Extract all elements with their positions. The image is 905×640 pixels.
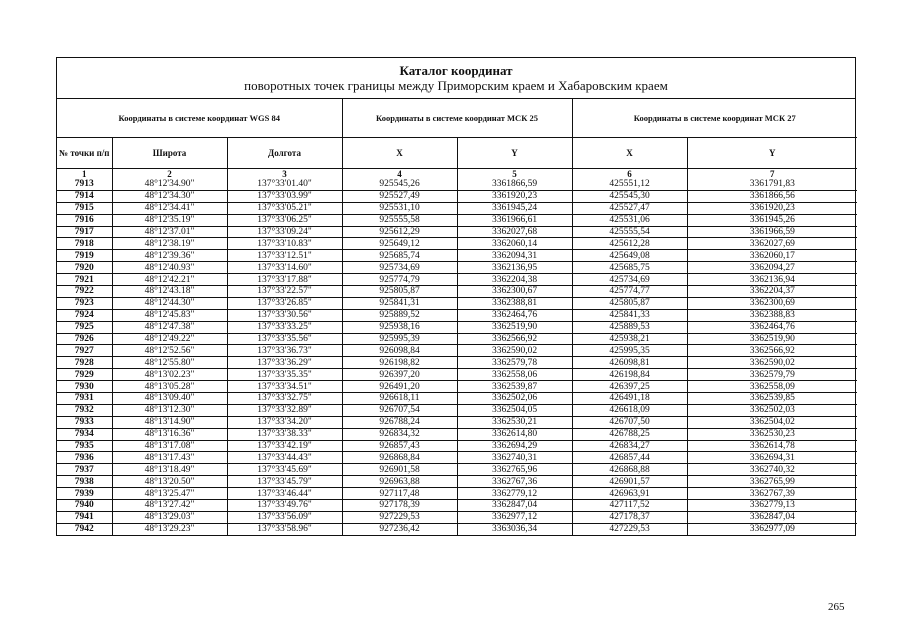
cell-latitude: 48°12'34.30" (112, 190, 227, 202)
table-row (57, 297, 857, 309)
cell-longitude: 137°33'36.29" (227, 357, 342, 369)
cell-y-msk25: 3362388,81 (457, 297, 572, 309)
cell-x-msk27: 425889,53 (572, 321, 687, 333)
table-row (57, 404, 857, 416)
cell-x-msk27: 426707,50 (572, 416, 687, 428)
col-number: 5 (457, 169, 572, 180)
table-row (57, 214, 857, 226)
cell-y-msk25: 3362204,38 (457, 274, 572, 286)
cell-latitude: 48°13'02.23" (112, 369, 227, 381)
cell-y-msk27: 3362388,83 (687, 309, 857, 321)
cell-latitude: 48°12'55.80" (112, 357, 227, 369)
cell-point-number: 7914 (57, 190, 112, 202)
cell-y-msk27: 3362464,76 (687, 321, 857, 333)
cell-x-msk27: 425612,28 (572, 238, 687, 250)
cell-longitude: 137°33'10.83" (227, 238, 342, 250)
cell-x-msk25: 925774,79 (342, 274, 457, 286)
table-row (57, 238, 857, 250)
cell-longitude: 137°33'34.51" (227, 381, 342, 393)
cell-latitude: 48°12'52.56" (112, 345, 227, 357)
cell-latitude: 48°13'20.50" (112, 476, 227, 488)
table-row (57, 381, 857, 393)
cell-latitude: 48°12'39.36" (112, 250, 227, 262)
cell-longitude: 137°33'38.33" (227, 428, 342, 440)
table-row (57, 464, 857, 476)
cell-x-msk25: 925685,74 (342, 250, 457, 262)
cell-point-number: 7937 (57, 464, 112, 476)
cell-latitude: 48°12'34.90" (112, 179, 227, 190)
cell-point-number: 7926 (57, 333, 112, 345)
group-msk25: Координаты в системе координат МСК 25 (342, 99, 572, 138)
table-row (57, 321, 857, 333)
cell-y-msk27: 3362847,04 (687, 511, 857, 523)
cell-x-msk27: 426397,25 (572, 381, 687, 393)
table-row (57, 416, 857, 428)
cell-y-msk27: 3362566,92 (687, 345, 857, 357)
cell-longitude: 137°33'33.25" (227, 321, 342, 333)
cell-y-msk27: 3362504,02 (687, 416, 857, 428)
cell-longitude: 137°33'36.73" (227, 345, 342, 357)
cell-latitude: 48°13'14.90" (112, 416, 227, 428)
cell-longitude: 137°33'06.25" (227, 214, 342, 226)
cell-point-number: 7941 (57, 511, 112, 523)
cell-longitude: 137°33'26.85" (227, 297, 342, 309)
cell-point-number: 7940 (57, 500, 112, 512)
cell-y-msk27: 3362519,90 (687, 333, 857, 345)
table-row (57, 309, 857, 321)
cell-x-msk27: 425734,69 (572, 274, 687, 286)
table-row (57, 452, 857, 464)
cell-x-msk27: 425527,47 (572, 202, 687, 214)
cell-y-msk25: 3362530,21 (457, 416, 572, 428)
cell-y-msk25: 3362847,04 (457, 500, 572, 512)
cell-y-msk25: 3362779,12 (457, 488, 572, 500)
cell-x-msk27: 426618,09 (572, 404, 687, 416)
cell-point-number: 7921 (57, 274, 112, 286)
table-row (57, 286, 857, 298)
cell-x-msk25: 926098,84 (342, 345, 457, 357)
cell-x-msk25: 927117,48 (342, 488, 457, 500)
cell-longitude: 137°33'56.09" (227, 511, 342, 523)
cell-y-msk25: 3362136,95 (457, 262, 572, 274)
cell-longitude: 137°33'12.51" (227, 250, 342, 262)
cell-latitude: 48°13'18.49" (112, 464, 227, 476)
group-wgs84: Координаты в системе координат WGS 84 (57, 99, 342, 138)
cell-latitude: 48°12'37.01" (112, 226, 227, 238)
cell-x-msk25: 925889,52 (342, 309, 457, 321)
cell-y-msk25: 3362767,36 (457, 476, 572, 488)
table-row (57, 202, 857, 214)
cell-latitude: 48°13'05.28" (112, 381, 227, 393)
cell-y-msk25: 3362539,87 (457, 381, 572, 393)
cell-y-msk27: 3362539,85 (687, 393, 857, 405)
cell-y-msk25: 3362590,02 (457, 345, 572, 357)
table-row (57, 511, 857, 523)
cell-y-msk27: 3361791,83 (687, 179, 857, 190)
cell-longitude: 137°33'35.35" (227, 369, 342, 381)
cell-longitude: 137°33'45.69" (227, 464, 342, 476)
cell-latitude: 48°13'25.47" (112, 488, 227, 500)
cell-x-msk27: 426868,88 (572, 464, 687, 476)
catalog-title: Каталог координат (399, 63, 513, 78)
cell-y-msk27: 3362977,09 (687, 523, 857, 534)
col-x-msk27: X (572, 138, 687, 169)
cell-longitude: 137°33'17.88" (227, 274, 342, 286)
cell-y-msk25: 3362566,92 (457, 333, 572, 345)
cell-longitude: 137°33'46.44" (227, 488, 342, 500)
cell-y-msk27: 3362767,39 (687, 488, 857, 500)
cell-point-number: 7913 (57, 179, 112, 190)
cell-x-msk25: 925841,31 (342, 297, 457, 309)
col-number: 6 (572, 169, 687, 180)
table-row (57, 190, 857, 202)
cell-x-msk25: 925938,16 (342, 321, 457, 333)
cell-point-number: 7938 (57, 476, 112, 488)
table-row (57, 333, 857, 345)
col-number: 7 (687, 169, 857, 180)
cell-longitude: 137°33'05.21" (227, 202, 342, 214)
cell-y-msk27: 3362590,02 (687, 357, 857, 369)
cell-x-msk25: 926198,82 (342, 357, 457, 369)
col-number: 2 (112, 169, 227, 180)
cell-point-number: 7919 (57, 250, 112, 262)
cell-point-number: 7923 (57, 297, 112, 309)
cell-y-msk25: 3362464,76 (457, 309, 572, 321)
cell-x-msk27: 425805,87 (572, 297, 687, 309)
cell-point-number: 7916 (57, 214, 112, 226)
cell-x-msk25: 925649,12 (342, 238, 457, 250)
cell-y-msk27: 3361945,26 (687, 214, 857, 226)
cell-y-msk27: 3361920,23 (687, 202, 857, 214)
cell-x-msk27: 427229,53 (572, 523, 687, 534)
cell-x-msk27: 426098,81 (572, 357, 687, 369)
cell-y-msk25: 3362519,90 (457, 321, 572, 333)
cell-y-msk27: 3362579,79 (687, 369, 857, 381)
cell-x-msk27: 425555,54 (572, 226, 687, 238)
cell-point-number: 7917 (57, 226, 112, 238)
col-latitude: Широта (112, 138, 227, 169)
cell-x-msk25: 926707,54 (342, 404, 457, 416)
cell-x-msk25: 925734,69 (342, 262, 457, 274)
cell-y-msk27: 3362060,17 (687, 250, 857, 262)
cell-x-msk25: 927229,53 (342, 511, 457, 523)
cell-latitude: 48°12'47.38" (112, 321, 227, 333)
cell-y-msk27: 3361966,59 (687, 226, 857, 238)
cell-point-number: 7922 (57, 286, 112, 298)
coordinate-catalog (56, 57, 856, 536)
cell-x-msk27: 425531,06 (572, 214, 687, 226)
table-row (57, 428, 857, 440)
cell-y-msk27: 3361866,56 (687, 190, 857, 202)
cell-x-msk27: 425545,30 (572, 190, 687, 202)
cell-longitude: 137°33'35.56" (227, 333, 342, 345)
table-row (57, 488, 857, 500)
cell-x-msk27: 426491,18 (572, 393, 687, 405)
cell-x-msk25: 927236,42 (342, 523, 457, 534)
cell-latitude: 48°13'16.36" (112, 428, 227, 440)
table-row (57, 345, 857, 357)
cell-x-msk27: 426788,25 (572, 428, 687, 440)
cell-y-msk25: 3362694,29 (457, 440, 572, 452)
table-row (57, 369, 857, 381)
cell-x-msk25: 926491,20 (342, 381, 457, 393)
cell-y-msk25: 3362094,31 (457, 250, 572, 262)
table-row (57, 274, 857, 286)
cell-latitude: 48°12'49.22" (112, 333, 227, 345)
coordinates-body (57, 179, 857, 535)
cell-x-msk25: 925805,87 (342, 286, 457, 298)
cell-y-msk27: 3362300,69 (687, 297, 857, 309)
cell-y-msk25: 3363036,34 (457, 523, 572, 534)
cell-point-number: 7942 (57, 523, 112, 534)
cell-point-number: 7925 (57, 321, 112, 333)
cell-point-number: 7924 (57, 309, 112, 321)
cell-y-msk25: 3361945,24 (457, 202, 572, 214)
column-number-row (57, 169, 857, 180)
cell-y-msk25: 3362027,68 (457, 226, 572, 238)
cell-x-msk27: 426857,44 (572, 452, 687, 464)
cell-point-number: 7918 (57, 238, 112, 250)
cell-longitude: 137°33'03.99" (227, 190, 342, 202)
cell-y-msk27: 3362502,03 (687, 404, 857, 416)
col-x-msk25: X (342, 138, 457, 169)
cell-x-msk27: 426834,27 (572, 440, 687, 452)
cell-y-msk25: 3361866,59 (457, 179, 572, 190)
cell-y-msk27: 3362779,13 (687, 500, 857, 512)
col-point-number: № точки п/п (57, 138, 112, 169)
cell-x-msk25: 925545,26 (342, 179, 457, 190)
cell-point-number: 7928 (57, 357, 112, 369)
group-header-row (57, 99, 857, 138)
cell-x-msk25: 925531,10 (342, 202, 457, 214)
cell-x-msk27: 425649,08 (572, 250, 687, 262)
cell-y-msk27: 3362694,31 (687, 452, 857, 464)
cell-x-msk27: 426963,91 (572, 488, 687, 500)
table-row (57, 476, 857, 488)
catalog-header (57, 58, 855, 99)
col-number: 3 (227, 169, 342, 180)
cell-latitude: 48°13'12.30" (112, 404, 227, 416)
cell-longitude: 137°33'32.75" (227, 393, 342, 405)
cell-x-msk25: 925995,39 (342, 333, 457, 345)
cell-point-number: 7939 (57, 488, 112, 500)
cell-x-msk27: 425841,33 (572, 309, 687, 321)
cell-point-number: 7915 (57, 202, 112, 214)
cell-latitude: 48°12'42.21" (112, 274, 227, 286)
cell-longitude: 137°33'49.76" (227, 500, 342, 512)
cell-y-msk27: 3362614,78 (687, 440, 857, 452)
table-row (57, 523, 857, 534)
group-msk27: Координаты в системе координат МСК 27 (572, 99, 857, 138)
cell-x-msk27: 425551,12 (572, 179, 687, 190)
cell-x-msk27: 427117,52 (572, 500, 687, 512)
cell-x-msk25: 926857,43 (342, 440, 457, 452)
cell-point-number: 7920 (57, 262, 112, 274)
cell-y-msk27: 3362204,37 (687, 286, 857, 298)
cell-y-msk25: 3362504,05 (457, 404, 572, 416)
col-y-msk25: Y (457, 138, 572, 169)
table-row (57, 440, 857, 452)
table-row (57, 262, 857, 274)
cell-x-msk27: 425685,75 (572, 262, 687, 274)
cell-longitude: 137°33'14.60" (227, 262, 342, 274)
table-row (57, 179, 857, 190)
cell-longitude: 137°33'42.19" (227, 440, 342, 452)
cell-latitude: 48°12'45.83" (112, 309, 227, 321)
table-row (57, 393, 857, 405)
cell-point-number: 7935 (57, 440, 112, 452)
cell-longitude: 137°33'34.20" (227, 416, 342, 428)
coordinates-table (57, 99, 857, 535)
cell-x-msk25: 927178,39 (342, 500, 457, 512)
cell-point-number: 7929 (57, 369, 112, 381)
cell-latitude: 48°12'38.19" (112, 238, 227, 250)
cell-longitude: 137°33'22.57" (227, 286, 342, 298)
cell-longitude: 137°33'44.43" (227, 452, 342, 464)
cell-longitude: 137°33'45.79" (227, 476, 342, 488)
cell-y-msk27: 3362765,99 (687, 476, 857, 488)
cell-longitude: 137°33'30.56" (227, 309, 342, 321)
cell-point-number: 7934 (57, 428, 112, 440)
cell-y-msk27: 3362027,69 (687, 238, 857, 250)
cell-y-msk25: 3362300,67 (457, 286, 572, 298)
cell-latitude: 48°12'34.41" (112, 202, 227, 214)
cell-x-msk25: 926963,88 (342, 476, 457, 488)
cell-x-msk27: 426901,57 (572, 476, 687, 488)
cell-longitude: 137°33'58.96" (227, 523, 342, 534)
col-longitude: Долгота (227, 138, 342, 169)
col-y-msk27: Y (687, 138, 857, 169)
table-row (57, 226, 857, 238)
cell-point-number: 7933 (57, 416, 112, 428)
cell-x-msk25: 925555,58 (342, 214, 457, 226)
page-number: 265 (828, 601, 845, 613)
cell-y-msk25: 3362765,96 (457, 464, 572, 476)
cell-y-msk27: 3362136,94 (687, 274, 857, 286)
cell-x-msk25: 926788,24 (342, 416, 457, 428)
cell-point-number: 7931 (57, 393, 112, 405)
cell-longitude: 137°33'09.24" (227, 226, 342, 238)
cell-latitude: 48°13'29.23" (112, 523, 227, 534)
cell-x-msk25: 926834,32 (342, 428, 457, 440)
cell-latitude: 48°13'17.08" (112, 440, 227, 452)
cell-y-msk25: 3362977,12 (457, 511, 572, 523)
cell-latitude: 48°12'44.30" (112, 297, 227, 309)
cell-longitude: 137°33'01.40" (227, 179, 342, 190)
cell-y-msk25: 3361920,23 (457, 190, 572, 202)
cell-x-msk27: 425995,35 (572, 345, 687, 357)
cell-y-msk27: 3362530,23 (687, 428, 857, 440)
catalog-subtitle: поворотных точек границы между Приморским краем и Хабаровским краем (244, 78, 668, 93)
cell-point-number: 7927 (57, 345, 112, 357)
table-row (57, 250, 857, 262)
cell-point-number: 7930 (57, 381, 112, 393)
cell-x-msk27: 425938,21 (572, 333, 687, 345)
col-number: 4 (342, 169, 457, 180)
cell-x-msk25: 926901,58 (342, 464, 457, 476)
cell-latitude: 48°12'43.18" (112, 286, 227, 298)
cell-y-msk25: 3362740,31 (457, 452, 572, 464)
cell-latitude: 48°13'09.40" (112, 393, 227, 405)
cell-latitude: 48°13'17.43" (112, 452, 227, 464)
cell-y-msk27: 3362558,09 (687, 381, 857, 393)
cell-x-msk25: 925527,49 (342, 190, 457, 202)
cell-y-msk25: 3362614,80 (457, 428, 572, 440)
cell-latitude: 48°13'29.03" (112, 511, 227, 523)
cell-latitude: 48°12'35.19" (112, 214, 227, 226)
cell-x-msk27: 427178,37 (572, 511, 687, 523)
cell-y-msk25: 3362558,06 (457, 369, 572, 381)
col-number: 1 (57, 169, 112, 180)
cell-y-msk27: 3362094,27 (687, 262, 857, 274)
cell-y-msk25: 3362060,14 (457, 238, 572, 250)
column-header-row (57, 138, 857, 169)
cell-y-msk25: 3362502,06 (457, 393, 572, 405)
cell-x-msk25: 926397,20 (342, 369, 457, 381)
cell-longitude: 137°33'32.89" (227, 404, 342, 416)
cell-x-msk25: 925612,29 (342, 226, 457, 238)
cell-latitude: 48°12'40.93" (112, 262, 227, 274)
table-row (57, 357, 857, 369)
cell-x-msk25: 926618,11 (342, 393, 457, 405)
cell-point-number: 7932 (57, 404, 112, 416)
cell-x-msk27: 426198,84 (572, 369, 687, 381)
cell-x-msk25: 926868,84 (342, 452, 457, 464)
cell-y-msk25: 3361966,61 (457, 214, 572, 226)
cell-point-number: 7936 (57, 452, 112, 464)
table-row (57, 500, 857, 512)
cell-y-msk27: 3362740,32 (687, 464, 857, 476)
cell-y-msk25: 3362579,78 (457, 357, 572, 369)
cell-x-msk27: 425774,77 (572, 286, 687, 298)
cell-latitude: 48°13'27.42" (112, 500, 227, 512)
